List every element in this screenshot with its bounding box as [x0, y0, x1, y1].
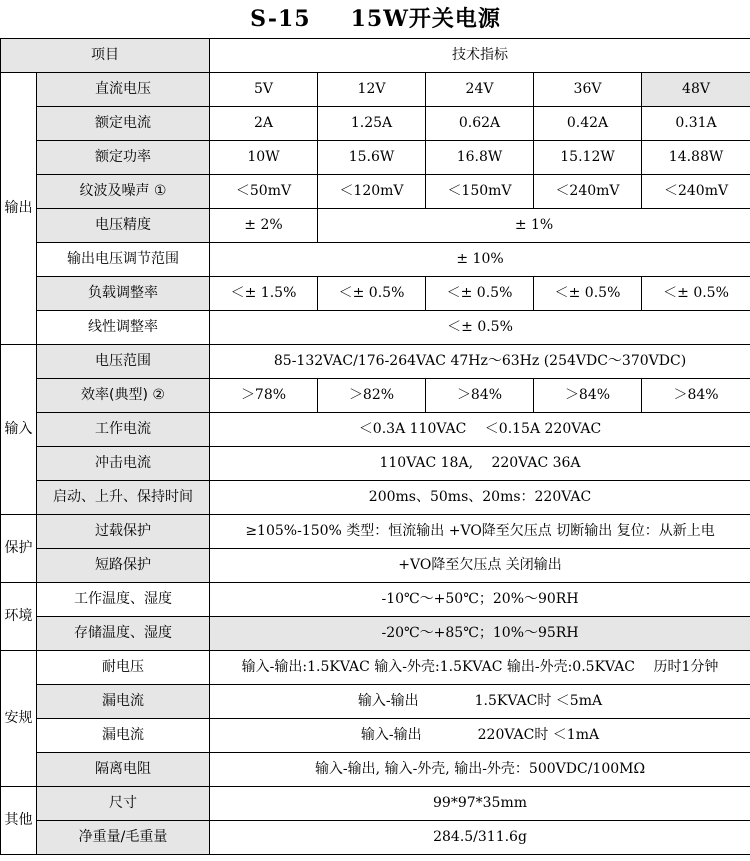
value-cell: ＜0.3A 110VAC ＜0.15A 220VAC: [210, 413, 750, 447]
label-line-regulation: 线性调整率: [37, 311, 210, 345]
value-cell: 15.6W: [318, 141, 426, 175]
row-working-temp: [1, 583, 750, 617]
row-size: [1, 787, 750, 821]
row-voltage-accuracy: [1, 209, 750, 243]
row-voltage-range: [1, 345, 750, 379]
page-title: [1, 0, 750, 39]
label-overload: 过载保护: [37, 515, 210, 549]
row-dc-voltage: [1, 73, 750, 107]
value-cell: 0.31A: [642, 107, 750, 141]
value-cell: 1.25A: [318, 107, 426, 141]
value-cell: ＜240mV: [534, 175, 642, 209]
value-cell: 36V: [534, 73, 642, 107]
value-cell: ± 1%: [318, 209, 750, 243]
label-working-temp: 工作温度、湿度: [37, 583, 210, 617]
row-timing: [1, 481, 750, 515]
value-cell: ± 2%: [210, 209, 318, 243]
label-rated-current: 额定电流: [37, 107, 210, 141]
label-withstand-voltage: 耐电压: [37, 651, 210, 685]
row-working-current: [1, 413, 750, 447]
value-cell: 输入-输出 220VAC时 ＜1mA: [210, 719, 750, 753]
value-cell: ＞78%: [210, 379, 318, 413]
value-cell: -20℃～+85℃；10%～95RH: [210, 617, 750, 651]
label-ripple-noise: 纹波及噪声 ①: [37, 175, 210, 209]
value-cell: 0.62A: [426, 107, 534, 141]
value-cell: ＞84%: [534, 379, 642, 413]
category-other: 其他: [1, 787, 37, 855]
row-line-regulation: [1, 311, 750, 345]
value-cell: 24V: [426, 73, 534, 107]
value-cell: 110VAC 18A, 220VAC 36A: [210, 447, 750, 481]
row-adjust-range: [1, 243, 750, 277]
category-environment: 环境: [1, 583, 37, 651]
value-cell: ≥105%-150% 类型：恒流输出 +VO降至欠压点 切断输出 复位：从新上电: [210, 515, 750, 549]
row-weight: [1, 821, 750, 855]
value-cell: 16.8W: [426, 141, 534, 175]
category-protection: 保护: [1, 515, 37, 583]
row-leakage-1: [1, 685, 750, 719]
label-voltage-accuracy: 电压精度: [37, 209, 210, 243]
value-cell: ＜50mV: [210, 175, 318, 209]
value-cell: 10W: [210, 141, 318, 175]
row-short-circuit: [1, 549, 750, 583]
row-rated-power: [1, 141, 750, 175]
row-withstand-voltage: [1, 651, 750, 685]
row-inrush-current: [1, 447, 750, 481]
label-isolation: 隔离电阻: [37, 753, 210, 787]
row-efficiency: [1, 379, 750, 413]
row-ripple-noise: [1, 175, 750, 209]
label-leakage-1: 漏电流: [37, 685, 210, 719]
value-cell: ＜240mV: [642, 175, 750, 209]
value-cell: 12V: [318, 73, 426, 107]
row-leakage-2: [1, 719, 750, 753]
label-load-regulation: 负载调整率: [37, 277, 210, 311]
value-cell: ＜± 0.5%: [534, 277, 642, 311]
row-load-regulation: [1, 277, 750, 311]
category-output: 输出: [1, 73, 37, 345]
value-cell: ＜± 0.5%: [318, 277, 426, 311]
value-cell: 15.12W: [534, 141, 642, 175]
value-cell: -10℃～+50℃；20%～90RH: [210, 583, 750, 617]
value-cell: ＞84%: [426, 379, 534, 413]
value-cell: 48V: [642, 73, 750, 107]
value-cell: ＜120mV: [318, 175, 426, 209]
row-isolation: [1, 753, 750, 787]
title-name: 15W开关电源: [350, 5, 501, 32]
value-cell: 输入-输出, 输入-外壳, 输出-外壳：500VDC/100MΩ: [210, 753, 750, 787]
value-cell: 5V: [210, 73, 318, 107]
category-safety: 安规: [1, 651, 37, 787]
value-cell: ＞84%: [642, 379, 750, 413]
label-voltage-range: 电压范围: [37, 345, 210, 379]
label-dc-voltage: 直流电压: [37, 73, 210, 107]
value-cell: 85-132VAC/176-264VAC 47Hz～63Hz (254VDC～370VDC): [210, 345, 750, 379]
label-weight: 净重量/毛重量: [37, 821, 210, 855]
value-cell: 输入-输出:1.5KVAC 输入-外壳:1.5KVAC 输出-外壳:0.5KVAC 历时1分钟: [210, 651, 750, 685]
label-short-circuit: 短路保护: [37, 549, 210, 583]
label-size: 尺寸: [37, 787, 210, 821]
value-cell: 200ms、50ms、20ms：220VAC: [210, 481, 750, 515]
header-spec: 技术指标: [210, 39, 750, 73]
row-overload: [1, 515, 750, 549]
value-cell: 284.5/311.6g: [210, 821, 750, 855]
value-cell: ＜± 0.5%: [426, 277, 534, 311]
label-adjust-range: 输出电压调节范围: [37, 243, 210, 277]
label-leakage-2: 漏电流: [37, 719, 210, 753]
value-cell: 输入-输出 1.5KVAC时 ＜5mA: [210, 685, 750, 719]
label-timing: 启动、上升、保持时间: [37, 481, 210, 515]
value-cell: ± 10%: [210, 243, 750, 277]
value-cell: 2A: [210, 107, 318, 141]
label-inrush-current: 冲击电流: [37, 447, 210, 481]
value-cell: 99*97*35mm: [210, 787, 750, 821]
label-rated-power: 额定功率: [37, 141, 210, 175]
value-cell: +VO降至欠压点 关闭输出: [210, 549, 750, 583]
value-cell: ＜± 0.5%: [210, 311, 750, 345]
title-model: S-15: [250, 5, 311, 32]
category-input: 输入: [1, 345, 37, 515]
row-storage-temp: [1, 617, 750, 651]
header-row: [1, 39, 750, 73]
row-rated-current: [1, 107, 750, 141]
title-row: [1, 0, 750, 39]
value-cell: 14.88W: [642, 141, 750, 175]
value-cell: ＞82%: [318, 379, 426, 413]
value-cell: 0.42A: [534, 107, 642, 141]
label-efficiency: 效率(典型) ②: [37, 379, 210, 413]
label-working-current: 工作电流: [37, 413, 210, 447]
value-cell: ＜± 0.5%: [642, 277, 750, 311]
header-item: 项目: [1, 39, 210, 73]
value-cell: ＜± 1.5%: [210, 277, 318, 311]
value-cell: ＜150mV: [426, 175, 534, 209]
label-storage-temp: 存储温度、湿度: [37, 617, 210, 651]
